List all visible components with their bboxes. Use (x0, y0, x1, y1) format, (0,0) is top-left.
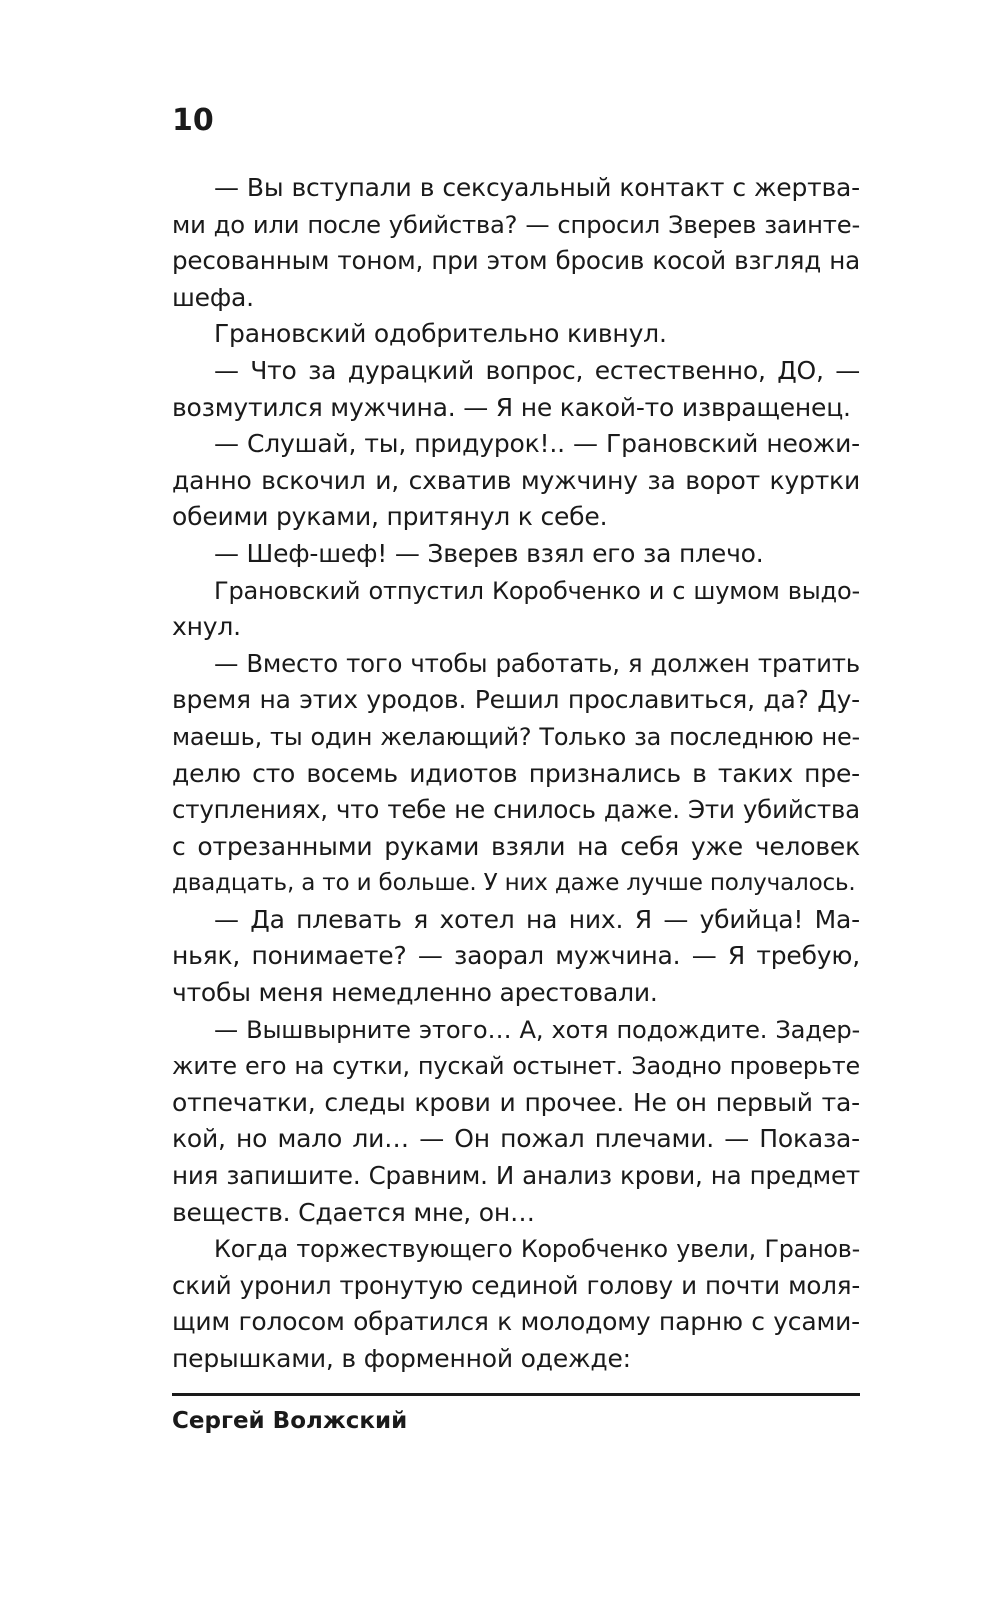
text-line: ский уронил тронутую сединой голову и почти моля- (172, 1270, 860, 1300)
text-line: шефа. (172, 282, 254, 312)
text-line: — Вместо того чтобы работать, я должен тратить (214, 648, 860, 678)
text-line: Грановский одобрительно кивнул. (214, 319, 667, 349)
text-line: маешь, ты один желающий? Только за последнюю не- (172, 722, 860, 751)
footer-divider (172, 1393, 860, 1396)
text-line: — Шеф-шеф! — Зверев взял его за плечо. (214, 538, 764, 568)
text-line: — Вы вступали в сексуальный контакт с жертва- (214, 173, 860, 202)
text-line: щим голосом обратился к молодому парню с усами- (172, 1307, 860, 1337)
text-line: данно вскочил и, схватив мужчину за ворот куртки (172, 465, 860, 495)
text-line: обеими руками, притянул к себе. (172, 502, 608, 532)
text-line: — Вышвырните этого… А, хотя подождите. Задер- (214, 1015, 860, 1044)
text-line: хнул. (172, 612, 241, 642)
text-line: Когда торжествующего Коробченко увели, Гранов- (214, 1235, 860, 1264)
text-line: возмутился мужчина. — Я не какой-то извращенец. (172, 392, 851, 422)
text-line: ми до или после убийства? — спросил Зверев заинте- (172, 209, 860, 239)
text-line: кой, но мало ли… — Он пожал плечами. — Показа- (172, 1124, 860, 1154)
text-line: — Да плевать я хотел на них. Я — убийца! Ма- (214, 904, 860, 934)
text-line: ресованным тоном, при этом бросив косой взгляд на (172, 246, 860, 276)
text-line: Грановский отпустил Коробченко и с шумом выдо- (214, 576, 860, 605)
text-line: перышками, в форменной одежде: (172, 1344, 631, 1373)
text-line: отпечатки, следы крови и прочее. Не он первый та- (172, 1087, 860, 1117)
text-line: время на этих уродов. Решил прославиться, да? Ду- (172, 685, 860, 715)
text-line: ния запишите. Сравним. И анализ крови, на предмет (172, 1161, 860, 1191)
text-line: с отрезанными руками взяли на себя уже человек (172, 831, 860, 861)
text-line: — Слушай, ты, придурок!.. — Грановский неожи- (214, 429, 860, 459)
running-footer-author: Сергей Волжский (172, 1408, 408, 1434)
text-line: жите его на сутки, пускай остынет. Заодно проверьте (172, 1052, 860, 1081)
text-line: чтобы меня немедленно арестовали. (172, 978, 658, 1008)
text-line: ступлениях, что тебе не снилось даже. Эти убийства (172, 795, 860, 825)
text-line: двадцать, а то и больше. У них даже лучше получалось. (172, 870, 856, 897)
text-line: делю сто восемь идиотов признались в таких пре- (172, 758, 860, 788)
text-line: ньяк, понимаете? — заорал мужчина. — Я требую, (172, 941, 860, 971)
text-line: — Что за дурацкий вопрос, естественно, ДО, — (214, 355, 860, 385)
text-line: веществ. Сдается мне, он… (172, 1197, 535, 1227)
body-text (172, 170, 860, 1378)
page-number: 10 (172, 103, 214, 138)
